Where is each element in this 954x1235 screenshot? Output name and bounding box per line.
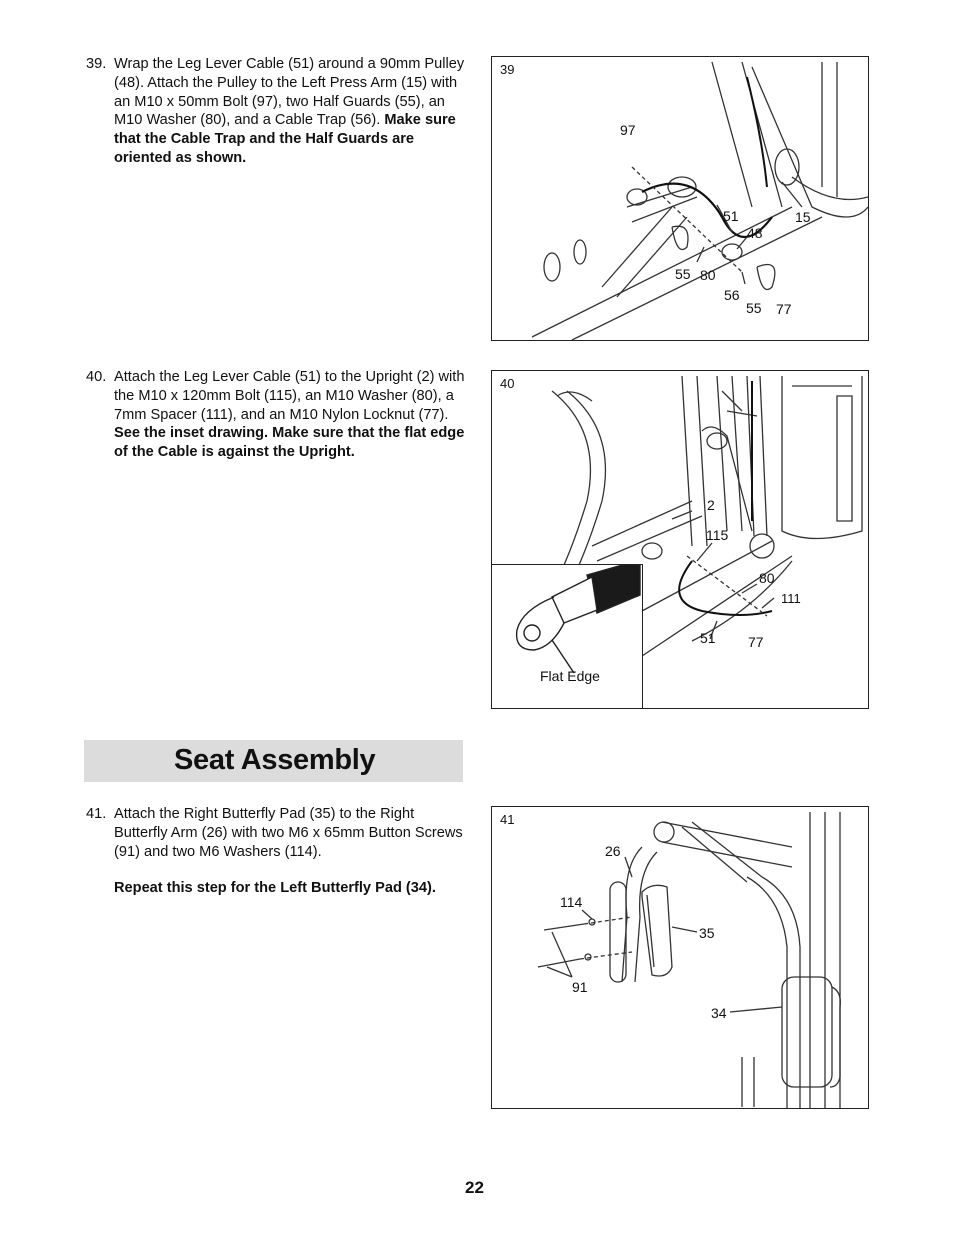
callout-34: 34: [711, 1005, 727, 1021]
section-header: [84, 740, 463, 782]
step-41: [86, 805, 466, 898]
step-instruction: Attach the Leg Lever Cable (51) to the Upright (2) with the M10 x 120mm Bolt (115), an M10 Washer (80), a 7mm Spacer (111), and an M10 Nylon Locknut (77).: [114, 369, 465, 423]
callout-77: 77: [748, 634, 764, 650]
figure-number: 41: [500, 812, 515, 827]
cable-end-inset: [492, 565, 642, 708]
step-text: [114, 805, 466, 898]
callout-55: 55: [675, 266, 691, 282]
callout-2: 2: [707, 497, 715, 513]
step-39: [86, 55, 466, 168]
callout-91: 91: [572, 979, 588, 995]
callout-35: 35: [699, 925, 715, 941]
step-number: 40.: [86, 369, 107, 385]
callout-111: 111: [781, 591, 801, 606]
figure-number: 40: [500, 376, 515, 391]
callout-56: 56: [724, 287, 740, 303]
callout-80: 80: [700, 267, 716, 283]
callout-115: 115: [706, 527, 729, 543]
figure-39: [491, 56, 869, 341]
callout-15: 15: [795, 209, 811, 225]
flat-edge-label: Flat Edge: [540, 668, 600, 684]
callout-80: 80: [759, 570, 775, 586]
callout-55: 55: [746, 300, 762, 316]
figure-41: [491, 806, 869, 1109]
step-note: Repeat this step for the Left Butterfly Pad (34).: [114, 880, 436, 897]
page-number: 22: [465, 1178, 484, 1197]
step-text: [114, 55, 466, 168]
step-instruction: Wrap the Leg Lever Cable (51) around a 90mm Pulley (48). Attach the Pulley to the Left Press Arm (15) with an M10 x 50mm Bolt (97), two Half Guards (55), an M10 Washer (80), and a Cable Trap (56).: [114, 56, 465, 129]
step-warning: Make sure that the Cable Trap and the Half Guards are oriented as shown.: [114, 112, 456, 166]
callout-26: 26: [605, 843, 621, 859]
figure-41-drawing: [492, 807, 868, 1108]
callout-114: 114: [560, 894, 583, 910]
step-warning: See the inset drawing. Make sure that the flat edge of the Cable is against the Upright.: [114, 425, 465, 461]
callout-77: 77: [776, 301, 792, 317]
callout-48: 48: [747, 225, 763, 241]
inset-drawing: [492, 564, 643, 708]
callout-51: 51: [723, 208, 739, 224]
step-number: 39.: [86, 56, 107, 72]
figure-number: 39: [500, 62, 515, 77]
callout-51: 51: [700, 630, 716, 646]
step-text: [114, 368, 466, 462]
callout-97: 97: [620, 122, 636, 138]
step-instruction: Attach the Right Butterfly Pad (35) to the Right Butterfly Arm (26) with two M6 x 65mm Button Screws (91) and two M6 Washers (114).: [114, 806, 463, 860]
step-40: [86, 368, 466, 462]
figure-40: [491, 370, 869, 709]
figure-39-drawing: [492, 57, 868, 340]
step-number: 41.: [86, 806, 107, 822]
section-title: Seat Assembly: [174, 744, 376, 776]
